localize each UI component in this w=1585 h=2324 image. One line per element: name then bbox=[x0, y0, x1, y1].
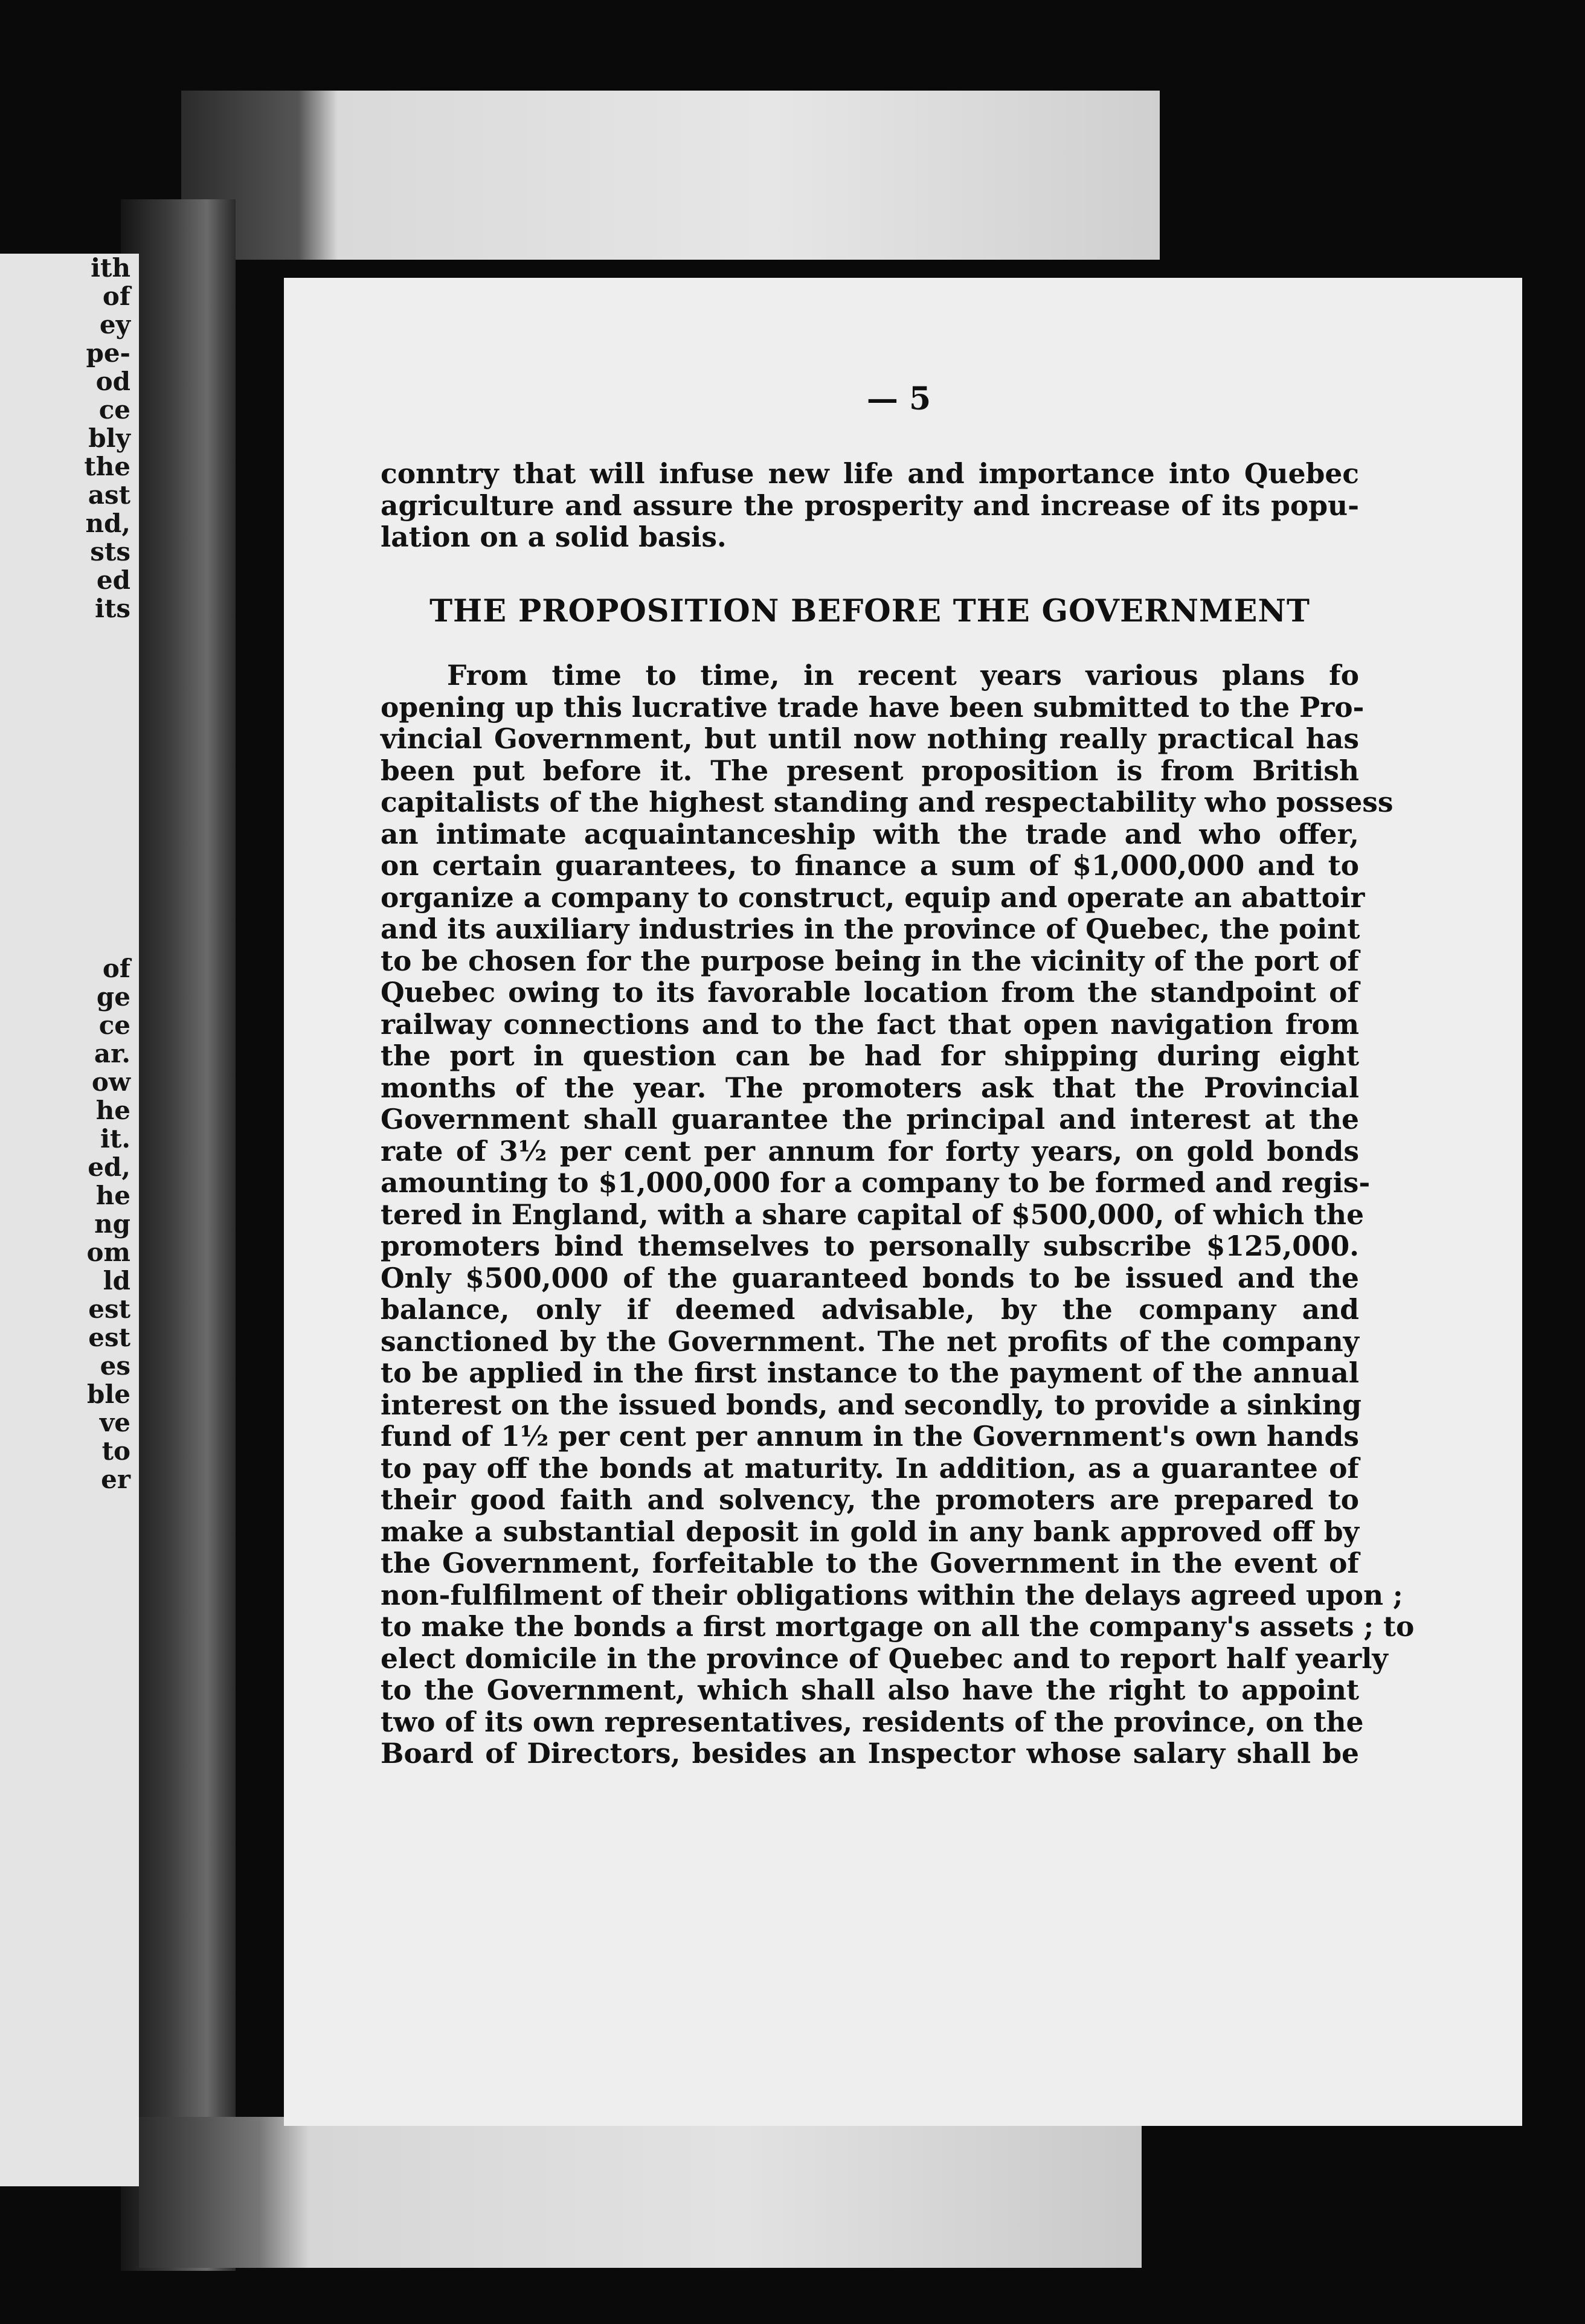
section-heading: THE PROPOSITION BEFORE THE GOVERNMENT bbox=[429, 593, 1310, 629]
previous-page-text-fragment: est bbox=[88, 1323, 130, 1352]
previous-page-text-fragment: of bbox=[102, 281, 130, 311]
text-line: their good faith and solvency, the promoters are prepared to bbox=[381, 1483, 1359, 1516]
text-line: the port in question can be had for shipping during eight bbox=[381, 1039, 1359, 1072]
previous-page-text-fragment: the bbox=[84, 452, 130, 481]
text-line: non-fulfilment of their obligations within the delays agreed upon ; bbox=[381, 1578, 1403, 1611]
previous-page-text-fragment: om bbox=[86, 1237, 130, 1267]
text-line: to make the bonds a first mortgage on all the company's assets ; to bbox=[381, 1610, 1415, 1643]
intro-paragraph bbox=[381, 458, 1359, 553]
previous-page-text-fragment: ast bbox=[88, 480, 130, 510]
text-line: make a substantial deposit in gold in any bank approved off by bbox=[381, 1515, 1359, 1548]
previous-page-text-fragment: ce bbox=[98, 1010, 130, 1040]
previous-page-text-fragment: ed, bbox=[88, 1152, 130, 1182]
previous-page-text-fragment: it. bbox=[100, 1124, 130, 1154]
previous-page-text-fragment: he bbox=[95, 1181, 130, 1210]
text-line: been put before it. The present proposition is from British bbox=[381, 754, 1359, 787]
previous-page-text-fragment: ow bbox=[91, 1067, 130, 1097]
binding-tab-bottom bbox=[139, 2117, 1142, 2268]
previous-page-text-fragment: ge bbox=[96, 982, 130, 1012]
text-line: to be applied in the first instance to the payment of the annual bbox=[381, 1356, 1359, 1389]
text-line: interest on the issued bonds, and secondly, to provide a sinking bbox=[381, 1388, 1362, 1421]
text-line: Board of Directors, besides an Inspector whose salary shall be bbox=[381, 1737, 1359, 1770]
text-line: an intimate acquaintanceship with the trade and who offer, bbox=[381, 817, 1359, 850]
text-line: From time to time, in recent years various plans fo bbox=[447, 659, 1359, 692]
text-line: vincial Government, but until now nothing really practical has bbox=[381, 722, 1359, 755]
document-page bbox=[284, 278, 1522, 2126]
text-line: capitalists of the highest standing and respectability who possess bbox=[381, 786, 1394, 818]
text-line: promoters bind themselves to personally subscribe $125,000. bbox=[381, 1230, 1359, 1262]
text-line: Quebec owing to its favorable location from the standpoint of bbox=[381, 976, 1359, 1009]
previous-page-edge bbox=[0, 254, 139, 2186]
proposition-paragraph bbox=[381, 659, 1415, 1770]
text-line: amounting to $1,000,000 for a company to be formed and regis- bbox=[381, 1166, 1371, 1199]
text-line: Government shall guarantee the principal and interest at the bbox=[381, 1103, 1359, 1135]
text-line: rate of 3½ per cent per annum for forty years, on gold bonds bbox=[381, 1134, 1359, 1167]
previous-page-text-fragment: ng bbox=[94, 1209, 130, 1239]
text-line: and its auxiliary industries in the province of Quebec, the point bbox=[381, 913, 1360, 945]
previous-page-text-fragment: to bbox=[101, 1436, 130, 1466]
text-line: to pay off the bonds at maturity. In addition, as a guarantee of bbox=[381, 1451, 1359, 1485]
previous-page-text-fragment: pe- bbox=[86, 338, 130, 368]
previous-page-text-fragment: ce bbox=[98, 395, 130, 425]
previous-page-text-fragment: he bbox=[95, 1096, 130, 1125]
text-line: months of the year. The promoters ask that the Provincial bbox=[381, 1071, 1359, 1104]
text-line: balance, only if deemed advisable, by the company and bbox=[381, 1293, 1359, 1326]
previous-page-text-fragment: ve bbox=[99, 1408, 130, 1437]
previous-page-text-fragment: er bbox=[101, 1465, 130, 1494]
text-line: sanctioned by the Government. The net profits of the company bbox=[381, 1324, 1359, 1358]
text-line: agriculture and assure the prosperity and increase of its popu- bbox=[381, 489, 1359, 522]
text-line: Only $500,000 of the guaranteed bonds to be issued and the bbox=[381, 1261, 1359, 1294]
text-line: to be chosen for the purpose being in the vicinity of the port of bbox=[381, 944, 1359, 977]
text-line: on certain guarantees, to finance a sum of $1,000,000 and to bbox=[381, 849, 1359, 882]
previous-page-text-fragment: od bbox=[95, 367, 130, 396]
text-line: conntry that will infuse new life and importance into Quebec bbox=[381, 457, 1359, 490]
previous-page-text-fragment: its bbox=[94, 594, 130, 623]
previous-page-text-fragment: sts bbox=[90, 537, 130, 567]
previous-page-text-fragment: nd, bbox=[85, 509, 130, 538]
text-line: lation on a solid basis. bbox=[381, 521, 727, 553]
text-line: two of its own representatives, residents of the province, on the bbox=[381, 1705, 1364, 1738]
text-line: fund of 1½ per cent per annum in the Government's own hands bbox=[381, 1420, 1359, 1452]
previous-page-text-fragment: es bbox=[100, 1351, 130, 1381]
previous-page-text-fragment: ar. bbox=[94, 1039, 130, 1068]
binding-tab-top bbox=[181, 91, 1160, 260]
text-line: elect domicile in the province of Quebec and to report half yearly bbox=[381, 1642, 1388, 1675]
text-line: organize a company to construct, equip and operate an abattoir bbox=[381, 881, 1365, 914]
text-line: opening up this lucrative trade have been submitted to the Pro- bbox=[381, 690, 1365, 724]
text-line: tered in England, with a share capital of $500,000, of which the bbox=[381, 1198, 1365, 1231]
previous-page-text-fragment: ld bbox=[103, 1266, 130, 1295]
previous-page-text-fragment: ith bbox=[91, 254, 130, 283]
page-number: — 5 bbox=[866, 380, 931, 417]
previous-page-text-fragment: ble bbox=[86, 1379, 130, 1409]
previous-page-text-fragment: est bbox=[88, 1294, 130, 1324]
text-line: the Government, forfeitable to the Government in the event of bbox=[381, 1547, 1359, 1579]
previous-page-text-fragment: bly bbox=[88, 423, 130, 453]
previous-page-text-fragment: of bbox=[102, 954, 130, 983]
text-line: to the Government, which shall also have the right to appoint bbox=[381, 1674, 1359, 1706]
text-line: railway connections and to the fact that open navigation from bbox=[381, 1007, 1359, 1041]
previous-page-text-fragment: ey bbox=[99, 310, 130, 339]
previous-page-text-fragment: ed bbox=[96, 565, 130, 595]
